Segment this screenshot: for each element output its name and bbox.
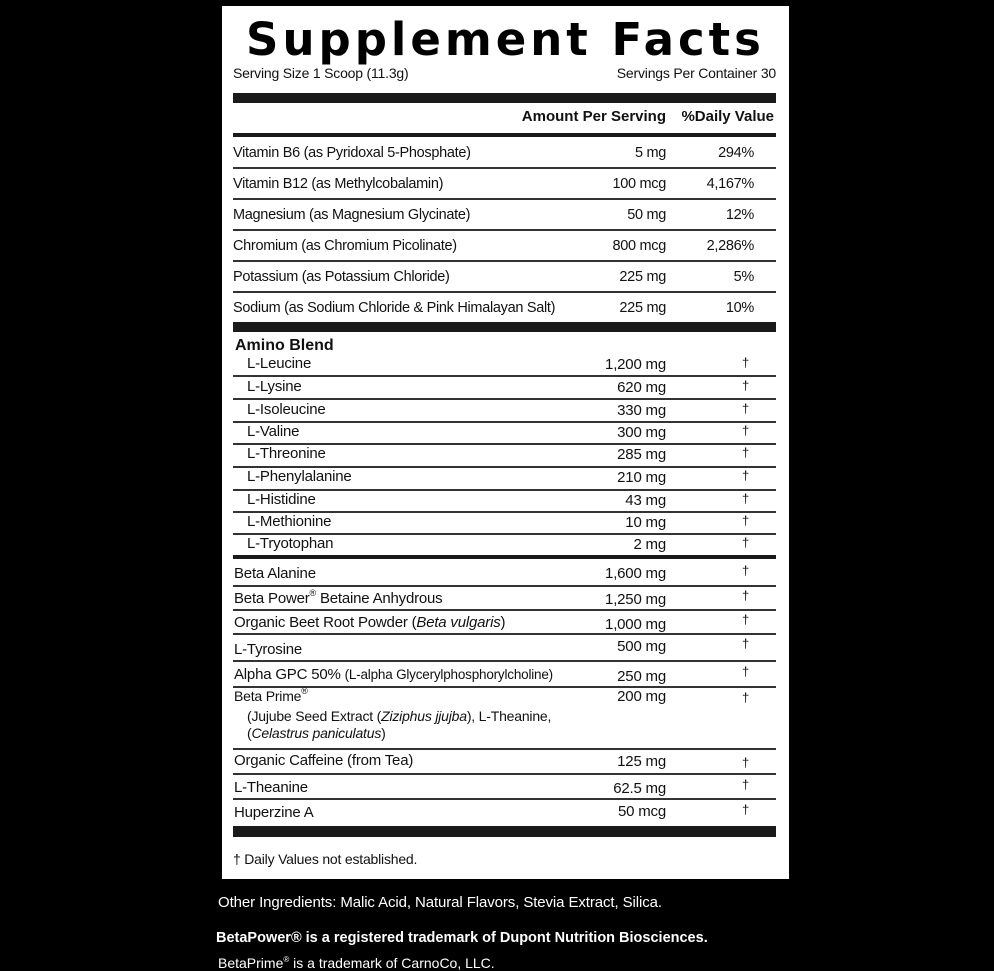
nutrient-dv: 294%	[718, 144, 754, 161]
amino-name: L-Lysine	[247, 378, 302, 395]
nutrient-dv: 10%	[725, 299, 754, 316]
amino-amount: 620 mg	[617, 379, 666, 396]
servings-per-container: Servings Per Container 30	[616, 65, 776, 81]
nutrient-name: Potassium (as Potassium Chloride)	[233, 268, 450, 285]
amino-name: L-Leucine	[247, 355, 312, 372]
amino-row	[233, 352, 776, 374]
amino-amount: 300 mg	[617, 424, 666, 441]
dagger-mark: †	[741, 636, 749, 651]
amino-row	[233, 510, 776, 532]
nutrient-amount: 100 mcg	[612, 175, 666, 192]
footnote: † Daily Values not established.	[233, 851, 418, 867]
dagger-mark: †	[741, 535, 749, 550]
vitamin-row	[233, 292, 776, 323]
amino-name: L-Threonine	[247, 445, 326, 462]
dagger-mark: †	[741, 612, 749, 627]
nutrient-name: Magnesium (as Magnesium Glycinate)	[233, 206, 471, 223]
dagger-mark: †	[741, 563, 749, 578]
dagger-mark: †	[741, 802, 749, 817]
ingredient-amount: 200 mg	[617, 688, 666, 705]
ingredient-row	[233, 660, 776, 685]
thick-divider	[233, 93, 776, 103]
amino-row	[233, 532, 776, 554]
ingredient-name: Huperzine A	[234, 804, 314, 821]
amino-row	[233, 398, 776, 420]
nutrient-dv: 12%	[725, 206, 754, 223]
ingredient-name: Beta Alanine	[234, 565, 316, 582]
supplement-facts-panel	[222, 6, 789, 879]
ingredient-name: Organic Beet Root Powder (Beta vulgaris)	[234, 614, 506, 631]
nutrient-amount: 5 mg	[634, 144, 666, 161]
nutrient-name: Chromium (as Chromium Picolinate)	[233, 237, 457, 254]
amino-amount: 210 mg	[617, 469, 666, 486]
ingredient-amount: 62.5 mg	[613, 780, 666, 797]
vitamin-row	[233, 199, 776, 230]
ingredient-row	[233, 585, 776, 609]
ingredient-amount: 125 mg	[617, 753, 666, 770]
dagger-mark: †	[741, 401, 749, 416]
amino-amount: 43 mg	[625, 492, 666, 509]
other-ingredients: Other Ingredients: Malic Acid, Natural Flavors, Stevia Extract, Silica.	[218, 894, 662, 911]
nutrient-name: Sodium (as Sodium Chloride & Pink Himalayan Salt)	[233, 299, 556, 316]
amino-amount: 330 mg	[617, 402, 666, 419]
amount-header: Amount Per Serving	[521, 108, 666, 125]
amino-blend-title: Amino Blend	[235, 337, 334, 354]
amino-row	[233, 420, 776, 442]
amino-amount: 1,200 mg	[605, 356, 666, 373]
dagger-mark: †	[741, 664, 749, 679]
vitamin-row	[233, 230, 776, 261]
ingredient-amount: 250 mg	[617, 668, 666, 685]
serving-info	[233, 65, 776, 81]
nutrient-amount: 225 mg	[619, 268, 666, 285]
registered-mark: ®	[301, 686, 308, 696]
dagger-mark: †	[741, 491, 749, 506]
ingredient-name: L-Tyrosine	[234, 641, 303, 658]
serving-size: Serving Size 1 Scoop (11.3g)	[233, 65, 409, 81]
nutrient-amount: 225 mg	[619, 299, 666, 316]
trademark-notice-betapower: BetaPower® is a registered trademark of Dupont Nutrition Biosciences.	[216, 930, 708, 946]
ingredient-amount: 1,000 mg	[605, 616, 666, 633]
ingredient-amount: 1,600 mg	[605, 565, 666, 582]
dagger-mark: †	[741, 445, 749, 460]
nutrient-dv: 5%	[733, 268, 754, 285]
nutrient-amount: 50 mg	[627, 206, 666, 223]
dagger-mark: †	[741, 468, 749, 483]
amino-row	[233, 465, 776, 487]
dagger-mark: †	[741, 755, 749, 770]
vitamin-row	[233, 261, 776, 292]
ingredient-amount: 1,250 mg	[605, 591, 666, 608]
ingredient-row	[233, 559, 776, 584]
vitamin-row	[233, 168, 776, 199]
daily-value-header: %Daily Value	[681, 108, 774, 125]
amino-amount: 285 mg	[617, 446, 666, 463]
vitamin-row	[233, 137, 776, 168]
amino-name: L-Tryotophan	[247, 535, 334, 552]
nutrient-dv: 4,167%	[706, 175, 754, 192]
amino-row	[233, 375, 776, 397]
dagger-mark: †	[741, 513, 749, 528]
ingredient-row	[233, 609, 776, 633]
amino-row	[233, 442, 776, 464]
ingredient-detail: (Jujube Seed Extract (Ziziphus jjujba), L-Theanine,	[247, 708, 552, 724]
ingredient-name: Beta Prime®	[234, 686, 308, 704]
amino-row	[233, 488, 776, 510]
nutrient-name: Vitamin B6 (as Pyridoxal 5-Phosphate)	[233, 144, 471, 161]
trademark-notice-betaprime: BetaPrime® is a trademark of CarnoCo, LLC.	[218, 955, 495, 971]
thick-divider	[233, 322, 776, 332]
dagger-mark: †	[741, 355, 749, 370]
registered-mark: ®	[309, 588, 316, 598]
dagger-mark: †	[741, 423, 749, 438]
ingredient-row	[233, 798, 776, 824]
ingredient-row	[233, 748, 776, 773]
thick-divider	[233, 826, 776, 837]
ingredient-detail: (Celastrus paniculatus)	[247, 725, 386, 741]
column-header	[233, 108, 776, 130]
ingredient-name: Organic Caffeine (from Tea)	[234, 752, 414, 769]
ingredient-row	[233, 633, 776, 660]
nutrient-name: Vitamin B12 (as Methylcobalamin)	[233, 175, 444, 192]
ingredient-name: Alpha GPC 50% (L-alpha Glycerylphosphorylcholine)	[234, 666, 553, 683]
ingredient-name: L-Theanine	[234, 779, 308, 796]
ingredient-amount: 500 mg	[617, 638, 666, 655]
nutrient-amount: 800 mcg	[612, 237, 666, 254]
ingredient-name: Beta Power® Betaine Anhydrous	[234, 588, 443, 607]
dagger-mark: †	[741, 690, 749, 705]
amino-amount: 2 mg	[633, 536, 666, 553]
amino-name: L-Phenylalanine	[247, 468, 352, 485]
dagger-mark: †	[741, 588, 749, 603]
ingredient-row	[233, 686, 776, 748]
panel-title: Supplement Facts	[246, 13, 765, 66]
amino-amount: 10 mg	[625, 514, 666, 531]
nutrient-dv: 2,286%	[706, 237, 754, 254]
ingredient-row	[233, 773, 776, 798]
dagger-mark: †	[741, 777, 749, 792]
ingredient-amount: 50 mcg	[618, 803, 666, 820]
dagger-mark: †	[741, 378, 749, 393]
amino-name: L-Isoleucine	[247, 401, 326, 418]
amino-name: L-Histidine	[247, 491, 316, 508]
amino-name: L-Valine	[247, 423, 300, 440]
amino-name: L-Methionine	[247, 513, 332, 530]
